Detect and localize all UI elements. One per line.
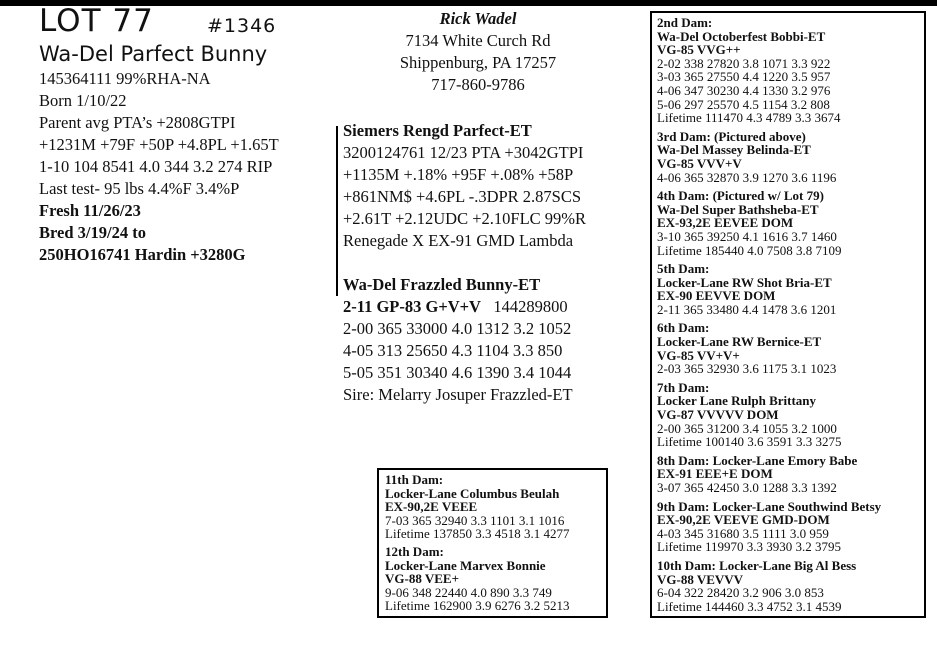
- pedigree-heading: EX-90 EEVVE DOM: [657, 288, 776, 304]
- cow-info: [39, 68, 339, 266]
- pedigree-record: Lifetime 185440 4.0 7508 3.8 7109: [657, 242, 842, 258]
- pedigree-heading: VG-85 VVV+V: [657, 155, 742, 171]
- pedigree-section: [657, 16, 924, 125]
- pedigree-heading: Wa-Del Super Bathsheba-ET: [657, 201, 819, 217]
- sire-line: 3200124761 12/23 PTA +3042GTPI: [343, 143, 584, 162]
- pedigree-record: Lifetime 137850 3.3 4518 3.1 4277: [385, 526, 570, 542]
- pedigree-record: 5-06 297 25570 4.5 1154 3.2 808: [657, 96, 830, 112]
- pedigree-heading: EX-90,2E VEEVE GMD-DOM: [657, 512, 830, 528]
- pedigree-record: 9-06 348 22440 4.0 890 3.3 749: [385, 584, 552, 600]
- lot-title: LOT 77: [39, 3, 154, 39]
- dam-classification: 2-11 GP-83 G+V+V: [343, 297, 481, 316]
- dam-record: 4-05 313 25650 4.3 1104 3.3 850: [343, 341, 563, 360]
- pedigree-section: [385, 545, 606, 613]
- pedigree-heading: 2nd Dam:: [657, 15, 713, 30]
- pedigree-heading: Wa-Del Octoberfest Bobbi-ET: [657, 28, 826, 44]
- pedigree-record: 6-04 322 28420 3.2 906 3.0 853: [657, 585, 824, 601]
- pedigree-record: 4-06 347 30230 4.4 1330 3.2 976: [657, 82, 831, 98]
- pedigree-heading: EX-90,2E VEEE: [385, 499, 478, 515]
- pedigree-section: [657, 381, 924, 449]
- dam-classification-line: [343, 296, 643, 318]
- pedigree-heading: Locker Lane Rulph Brittany: [657, 393, 817, 409]
- pedigree-heading: VG-85 VV+V+: [657, 347, 740, 363]
- pedigree-heading: EX-93,2E EEVEE DOM: [657, 215, 794, 231]
- breeder-contact: [378, 8, 578, 96]
- sire-line: +1135M +.18% +95F +.08% +58P: [343, 165, 574, 184]
- pedigree-heading: Wa-Del Massey Belinda-ET: [657, 142, 811, 158]
- pedigree-heading: VG-85 VVG++: [657, 42, 741, 58]
- pedigree-heading: 11th Dam:: [385, 472, 444, 487]
- lot-number: #1346: [207, 15, 277, 37]
- pedigree-heading: VG-88 VEVVV: [657, 571, 744, 587]
- pedigree-record: Lifetime 119970 3.3 3930 3.2 3795: [657, 539, 842, 555]
- dam-reg-number: 144289800: [493, 297, 568, 316]
- pedigree-box-bottom: [377, 468, 608, 618]
- breeder-name: Rick Wadel: [439, 9, 517, 28]
- cow-info-line: Parent avg PTA’s +2808GTPI: [39, 113, 236, 132]
- pedigree-heading: 7th Dam:: [657, 379, 710, 395]
- pedigree-record: 2-11 365 33480 4.4 1478 3.6 1201: [657, 301, 837, 317]
- pedigree-section: [657, 130, 924, 184]
- pedigree-heading: Locker-Lane RW Shot Bria-ET: [657, 274, 832, 290]
- breeder-street: 7134 White Curch Rd: [405, 31, 551, 50]
- pedigree-box-right: [650, 11, 926, 618]
- sire-line: +2.61T +2.12UDC +2.10FLC 99%R: [343, 209, 587, 228]
- cow-info-line: Last test- 95 lbs 4.4%F 3.4%P: [39, 179, 240, 198]
- dam-record: 2-00 365 33000 4.0 1312 3.2 1052: [343, 319, 572, 338]
- breeder-phone: 717-860-9786: [431, 75, 525, 94]
- pedigree-section: [657, 559, 924, 613]
- pedigree-record: 2-03 365 32930 3.6 1175 3.1 1023: [657, 361, 837, 377]
- pedigree-record: Lifetime 144460 3.3 4752 3.1 4539: [657, 598, 842, 614]
- pedigree-record: 7-03 365 32940 3.3 1101 3.1 1016: [385, 512, 565, 528]
- pedigree-heading: EX-91 EEE+E DOM: [657, 466, 773, 482]
- divider-line: [336, 126, 338, 296]
- pedigree-section: [657, 500, 924, 554]
- pedigree-record: 4-03 345 31680 3.5 1111 3.0 959: [657, 525, 829, 541]
- sire-line: +861NM$ +4.6PL -.3DPR 2.87SCS: [343, 187, 582, 206]
- dam-sire: Sire: Melarry Josuper Frazzled-ET: [343, 385, 573, 404]
- pedigree-record: 2-00 365 31200 3.4 1055 3.2 1000: [657, 420, 837, 436]
- service-sire: 250HO16741 Hardin +3280G: [39, 245, 246, 264]
- cow-info-line: 1-10 104 8541 4.0 344 3.2 274 RIP: [39, 157, 273, 176]
- sire-dam-block: [343, 120, 643, 406]
- bred-date: Bred 3/19/24 to: [39, 223, 146, 242]
- pedigree-record: 3-10 365 39250 4.1 1616 3.7 1460: [657, 228, 837, 244]
- sire-name: Siemers Rengd Parfect-ET: [343, 121, 532, 140]
- pedigree-record: Lifetime 162900 3.9 6276 3.2 5213: [385, 598, 570, 614]
- pedigree-section: [657, 262, 924, 316]
- pedigree-record: 4-06 365 32870 3.9 1270 3.6 1196: [657, 169, 837, 185]
- cow-info-line: 145364111 99%RHA-NA: [39, 69, 211, 88]
- pedigree-heading: 9th Dam: Locker-Lane Southwind Betsy: [657, 498, 882, 514]
- pedigree-record: Lifetime 100140 3.6 3591 3.3 3275: [657, 434, 842, 450]
- pedigree-section: [657, 189, 924, 257]
- pedigree-section: [385, 473, 606, 541]
- pedigree-record: 3-07 365 42450 3.0 1288 3.3 1392: [657, 480, 837, 495]
- pedigree-heading: 4th Dam: (Pictured w/ Lot 79): [657, 188, 824, 204]
- cow-info-line: Born 1/10/22: [39, 91, 127, 110]
- breeder-city: Shippenburg, PA 17257: [399, 53, 557, 72]
- pedigree-heading: VG-87 VVVVV DOM: [657, 407, 779, 423]
- fresh-date: Fresh 11/26/23: [39, 201, 141, 220]
- pedigree-section: [657, 321, 924, 375]
- pedigree-heading: 10th Dam: Locker-Lane Big Al Bess: [657, 557, 857, 573]
- pedigree-heading: 6th Dam:: [657, 320, 710, 336]
- pedigree-heading: 8th Dam: Locker-Lane Emory Babe: [657, 452, 858, 468]
- cow-info-line: +1231M +79F +50P +4.8PL +1.65T: [39, 135, 279, 154]
- sire-line: Renegade X EX-91 GMD Lambda: [343, 231, 574, 250]
- pedigree-heading: VG-88 VEE+: [385, 571, 459, 587]
- pedigree-section: [657, 454, 924, 495]
- pedigree-record: 2-02 338 27820 3.8 1071 3.3 922: [657, 55, 831, 71]
- cow-name: Wa-Del Parfect Bunny: [39, 42, 268, 66]
- dam-name: Wa-Del Frazzled Bunny-ET: [343, 275, 541, 294]
- pedigree-heading: 5th Dam:: [657, 261, 710, 277]
- pedigree-record: 3-03 365 27550 4.4 1220 3.5 957: [657, 69, 831, 85]
- pedigree-heading: Locker-Lane Columbus Beulah: [385, 485, 560, 501]
- pedigree-record: Lifetime 111470 4.3 4789 3.3 3674: [657, 110, 841, 126]
- dam-record: 5-05 351 30340 4.6 1390 3.4 1044: [343, 363, 572, 382]
- pedigree-heading: 3rd Dam: (Pictured above): [657, 128, 806, 144]
- pedigree-heading: Locker-Lane RW Bernice-ET: [657, 334, 822, 350]
- pedigree-heading: Locker-Lane Marvex Bonnie: [385, 557, 546, 573]
- pedigree-heading: 12th Dam:: [385, 543, 444, 559]
